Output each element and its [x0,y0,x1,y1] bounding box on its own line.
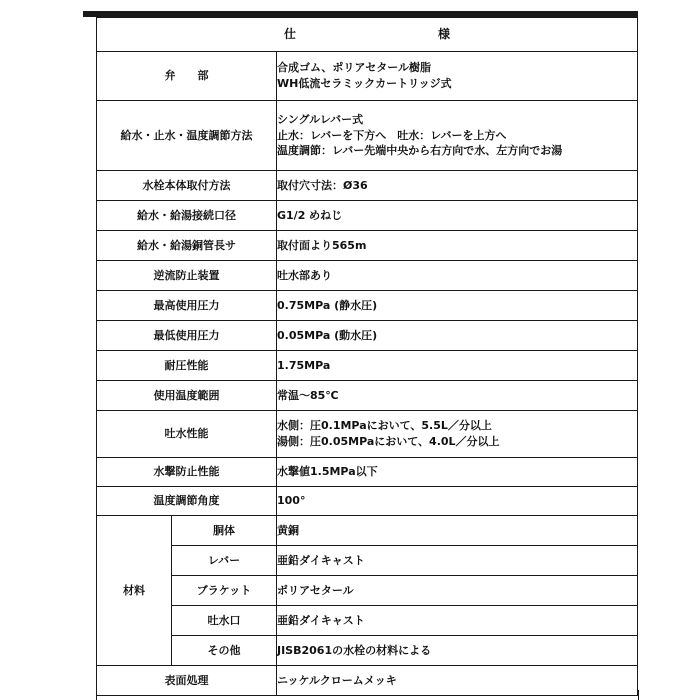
table-row [97,261,638,291]
row-label: 給水・給湯接続口径 [97,201,277,231]
table-header [97,18,638,52]
row-value [277,411,638,458]
header-right-char: 様 [438,26,451,41]
table-row [97,516,638,546]
row-label: 水栓本体取付方法 [97,171,277,201]
row-label: 温度調節角度 [97,487,277,516]
table-row [97,351,638,381]
material-label: 胴体 [172,516,277,546]
row-label: 最低使用圧力 [97,321,277,351]
value-line: WH低流セラミックカートリッジ式 [277,77,452,90]
row-value: 0.75MPa (静水圧) [277,291,638,321]
table-row [97,201,638,231]
row-label: 弁 部 [97,52,277,101]
table-row [97,546,638,576]
table-row [97,291,638,321]
row-value: 常温～85℃ [277,381,638,411]
row-label: 給水・止水・温度調節方法 [97,101,277,171]
row-label: 吐水性能 [97,411,277,458]
value-line: 湯側：圧0.05MPaにおいて、4.0L／分以上 [277,435,500,448]
material-label: 吐水口 [172,606,277,636]
material-value: JISB2061の水栓の材料による [277,636,638,666]
row-value: 吐水部あり [277,261,638,291]
value-line: シングルレバー式 [277,112,364,126]
material-label: その他 [172,636,277,666]
row-value: 取付面より565m [277,231,638,261]
table-row [97,381,638,411]
value-line: 水側：圧0.1MPaにおいて、5.5L／分以上 [277,419,492,433]
value-line: 止水：レバーを下方へ 吐水：レバーを上方へ [277,128,507,142]
row-value: 1.75MPa [277,351,638,381]
table-row [97,458,638,487]
material-value: 亜鉛ダイキャスト [277,546,638,576]
row-value: 水撃値1.5MPa以下 [277,458,638,487]
table-row [97,231,638,261]
table-row [97,171,638,201]
table-row [97,101,638,171]
table-row [97,411,638,458]
row-value [277,101,638,171]
value-line: 合成ゴム、ポリアセタール樹脂 [277,61,431,75]
row-label: 使用温度範囲 [97,381,277,411]
table-row [97,321,638,351]
table-row [97,606,638,636]
spec-table [96,17,638,696]
row-label: 逆流防止装置 [97,261,277,291]
table-continuation [96,690,639,700]
row-label: 水撃防止性能 [97,458,277,487]
material-value: 黄銅 [277,516,638,546]
table-row [97,52,638,101]
table-row [97,576,638,606]
row-label: 給水・給湯銅管長サ [97,231,277,261]
surface-value: ニッケルクロームメッキ [277,666,638,696]
row-label: 耐圧性能 [97,351,277,381]
material-value: 亜鉛ダイキャスト [277,606,638,636]
header-left-char: 仕 [283,26,296,41]
row-value: 取付穴寸法：Ø36 [277,171,638,201]
row-value: G1/2 めねじ [277,201,638,231]
row-value: 0.05MPa (動水圧) [277,321,638,351]
material-label: ブラケット [172,576,277,606]
table-row [97,636,638,666]
material-label: レバー [172,546,277,576]
table-row [97,487,638,516]
material-value: ポリアセタール [277,576,638,606]
row-value: 100° [277,487,638,516]
surface-label: 表面処理 [97,666,277,696]
value-line: 温度調節：レバー先端中央から右方向で水、左方向でお湯 [277,144,563,158]
row-value [277,52,638,101]
table-header-row [97,18,638,52]
materials-group-label: 材料 [97,516,172,666]
row-label: 最高使用圧力 [97,291,277,321]
